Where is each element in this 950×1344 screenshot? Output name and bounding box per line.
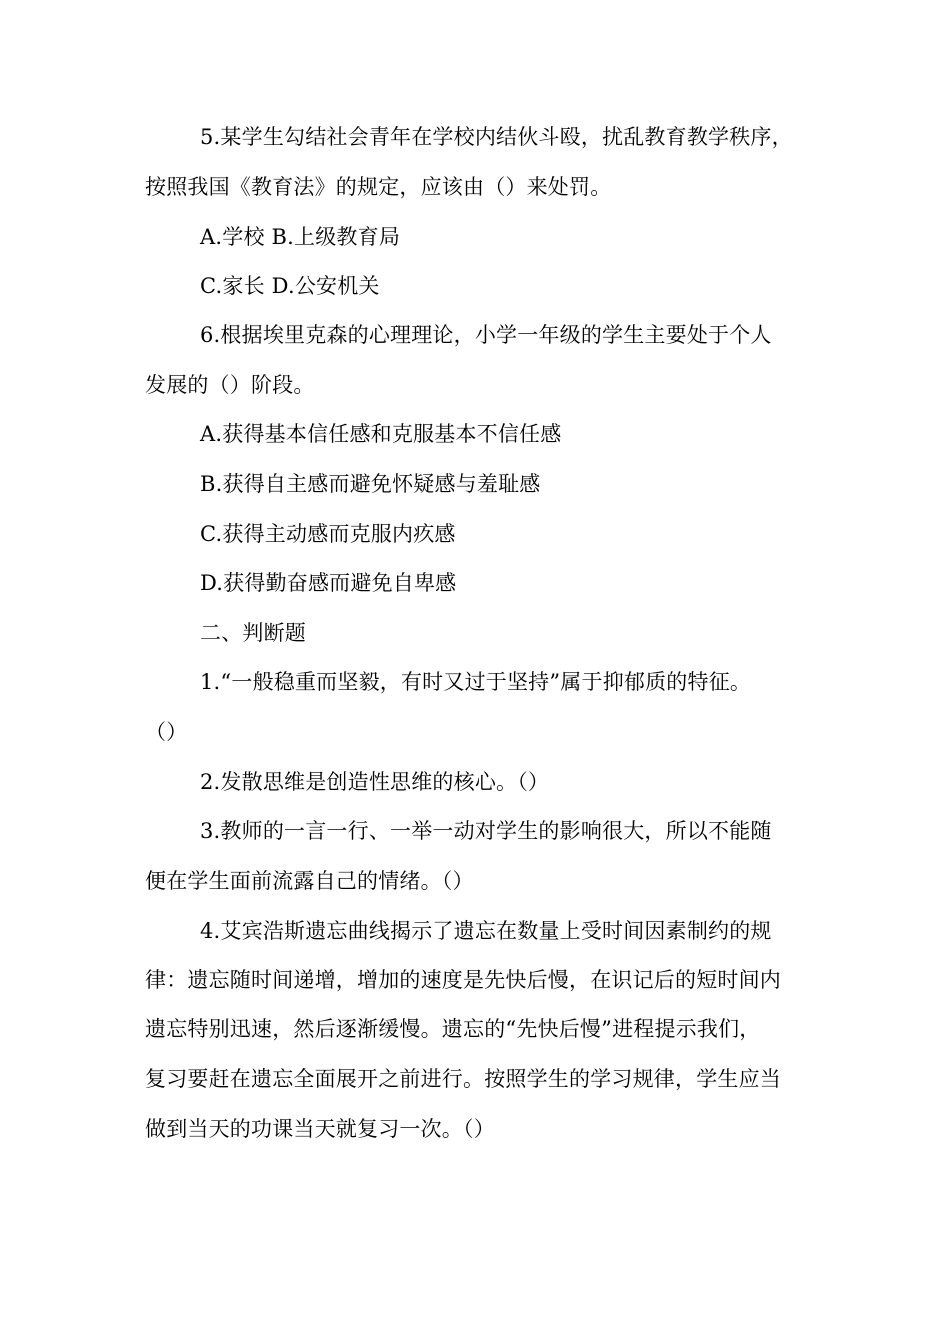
q6-option-b: B.获得自主感而避免怀疑感与羞耻感 xyxy=(200,472,541,496)
q6-option-a: A.获得基本信任感和克服基本不信任感 xyxy=(200,422,562,446)
q6-line-1: 6.根据埃里克森的心理理论，小学一年级的学生主要处于个人 xyxy=(200,323,772,347)
judge-3-line-1: 3.教师的一言一行、一举一动对学生的影响很大，所以不能随 xyxy=(200,819,772,843)
judge-4-line-1: 4.艾宾浩斯遗忘曲线揭示了遗忘在数量上受时间因素制约的规 xyxy=(200,919,772,943)
judge-1-line-2: （） xyxy=(145,720,188,744)
q6-option-d: D.获得勤奋感而避免自卑感 xyxy=(200,571,457,595)
section-2-heading: 二、判断题 xyxy=(200,621,306,645)
q5-line-2: 按照我国《教育法》的规定，应该由（）来处罚。 xyxy=(145,175,612,199)
judge-4-line-2: 律：遗忘随时间递增，增加的速度是先快后慢，在识记后的短时间内 xyxy=(145,968,781,992)
judge-4-line-3: 遗忘特别迅速，然后逐渐缓慢。遗忘的“先快后慢”进程提示我们， xyxy=(145,1017,761,1041)
judge-3-line-2: 便在学生面前流露自己的情绪。（） xyxy=(145,869,474,893)
judge-1-line-1: 1.“一般稳重而坚毅，有时又过于坚持”属于抑郁质的特征。 xyxy=(200,670,752,694)
judge-4-line-4: 复习要赶在遗忘全面展开之前进行。按照学生的学习规律，学生应当 xyxy=(145,1067,781,1091)
judge-4-line-5: 做到当天的功课当天就复习一次。（） xyxy=(145,1117,495,1141)
q5-line-1: 5.某学生勾结社会青年在学校内结伙斗殴，扰乱教育教学秩序， xyxy=(200,125,793,149)
q6-option-c: C.获得主动感而克服内疚感 xyxy=(200,522,456,546)
judge-2-line-1: 2.发散思维是创造性思维的核心。（） xyxy=(200,770,550,794)
q5-options-cd: C.家长 D.公安机关 xyxy=(200,274,380,298)
q6-line-2: 发展的（）阶段。 xyxy=(145,373,315,397)
q5-options-ab: A.学校 B.上级教育局 xyxy=(200,225,401,249)
